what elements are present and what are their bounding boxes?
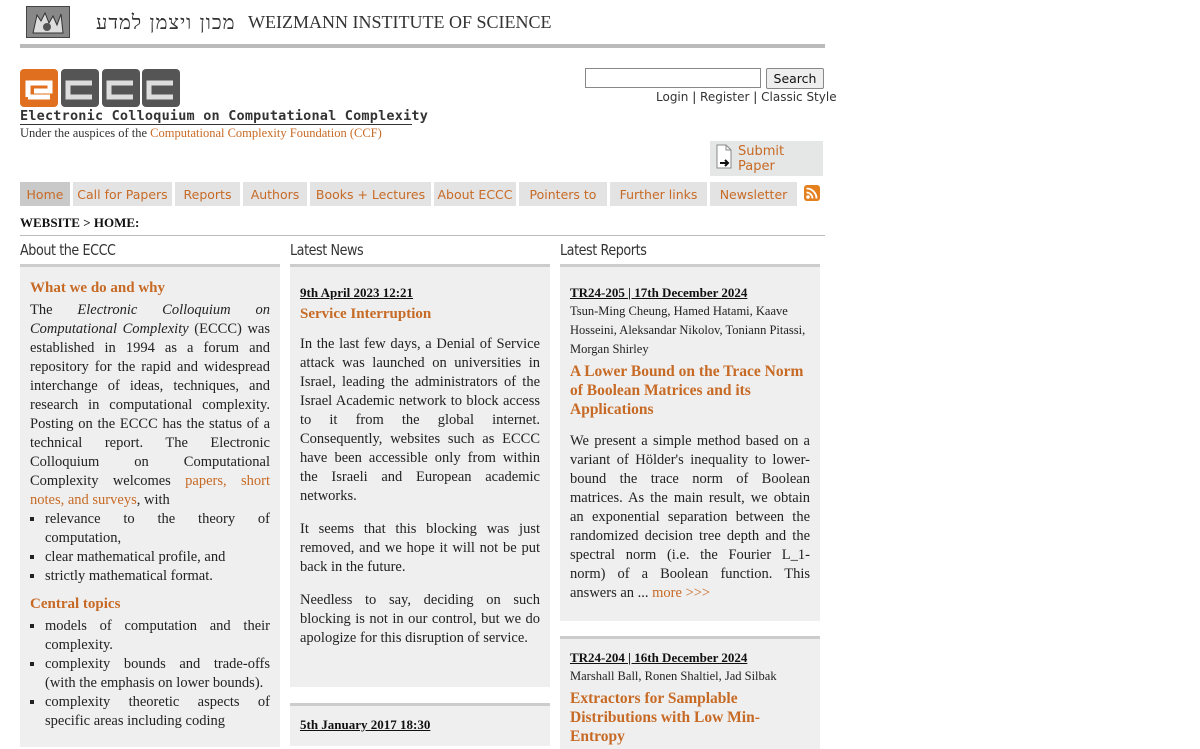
report-title-link[interactable]: Extractors for Samplable Distributions with Low Min-Entropy bbox=[570, 690, 760, 745]
report-title-link[interactable]: A Lower Bound on the Trace Norm of Boolean Matrices and its Applications bbox=[570, 363, 804, 418]
list-item: ▪ relevance to the theory of computation, bbox=[45, 510, 270, 548]
classic-style-link[interactable]: Classic Style bbox=[761, 90, 837, 104]
nav-pointers-to[interactable]: Pointers to bbox=[519, 182, 607, 206]
list-item: ▪ complexity theoretic aspects of specific areas including coding bbox=[45, 693, 270, 731]
news-headline: Service Interruption bbox=[300, 306, 432, 322]
nav-further-links[interactable]: Further links bbox=[610, 182, 707, 206]
nav-call-for-papers[interactable]: Call for Papers bbox=[73, 182, 172, 206]
rss-icon[interactable] bbox=[804, 185, 820, 201]
report-item bbox=[560, 267, 820, 621]
papers-link[interactable]: papers, short notes, and surveys bbox=[30, 473, 270, 508]
about-title: About the ECCC bbox=[20, 241, 116, 259]
about-intro-3: , with bbox=[136, 492, 170, 508]
reports-title: Latest Reports bbox=[560, 241, 647, 259]
list-item: ▪ models of computation and their complexity. bbox=[45, 617, 270, 655]
header-divider bbox=[20, 44, 825, 48]
news-paragraph: It seems that this blocking was just removed, and we hope it will not be put back in the future. bbox=[300, 521, 540, 575]
news-item bbox=[290, 706, 550, 746]
news-paragraph: In the last few days, a Denial of Service attack was launched on universities in Israel, leading the administrators of the Israel Academic network to block access to it from the global internet. Consequently, websites such as ECCC have been accessible only from within the Israeli and European academic networks. bbox=[300, 336, 540, 504]
report-authors: Marshall Ball, Ronen Shaltiel, Jad Silbak bbox=[570, 669, 777, 683]
main-nav bbox=[20, 182, 804, 206]
about-intro-2: (ECCC) was established in 1994 as a forum and repository for the rapid and widespread interchange of ideas, techniques, and research in computational complexity. Posting on the ECCC has the status of a technical report. The Electronic Colloquium on Computational Complexity welcomes bbox=[30, 321, 270, 489]
auspices-prefix: Under the auspices of the bbox=[20, 126, 151, 140]
about-intro-italic: Electronic Colloquium on Computational Complexity bbox=[30, 302, 270, 337]
news-date-link[interactable]: 9th April 2023 12:21 bbox=[300, 285, 414, 300]
news-date-link[interactable]: 5th January 2017 18:30 bbox=[300, 717, 431, 732]
eccc-logo[interactable] bbox=[20, 69, 180, 107]
user-link-separator: | bbox=[749, 90, 762, 104]
nav-authors[interactable]: Authors bbox=[243, 182, 307, 206]
weizmann-logo[interactable] bbox=[26, 6, 70, 38]
criteria-list bbox=[30, 510, 270, 586]
report-authors: Tsun-Ming Cheung, Hamed Hatami, Kaave Hosseini, Aleksandar Nikolov, Toniann Pitassi, Morgan Shirley bbox=[570, 304, 806, 356]
submit-paper-button[interactable] bbox=[710, 141, 823, 176]
more-link[interactable]: more >>> bbox=[652, 585, 711, 601]
subtitle-underline bbox=[20, 124, 412, 125]
list-item: ▪ complexity bounds and trade-offs (with the emphasis on lower bounds). bbox=[45, 655, 270, 693]
report-id-link[interactable]: TR24-204 | 16th December 2024 bbox=[570, 650, 748, 665]
weizmann-name[interactable]: WEIZMANN INSTITUTE OF SCIENCE bbox=[248, 12, 552, 32]
document-arrow-icon bbox=[714, 144, 734, 174]
report-item bbox=[560, 639, 820, 749]
report-abstract bbox=[570, 432, 810, 603]
register-link[interactable]: Register bbox=[700, 90, 750, 104]
news-item bbox=[290, 267, 550, 687]
weizmann-hebrew-name[interactable]: מכון ויצמן למדע bbox=[96, 10, 236, 34]
what-we-do-heading: What we do and why bbox=[30, 280, 166, 296]
search-button[interactable]: Search bbox=[766, 68, 824, 89]
submit-paper-label: Submit Paper bbox=[738, 143, 785, 174]
nav-newsletter[interactable]: Newsletter bbox=[710, 182, 797, 206]
report-abstract-text: We present a simple method based on a variant of Hölder's inequality to lower-bound the trace norm of Boolean matrices. As the main result, we obtain an exponential separation between the randomized decision tree depth and the spectral norm (i.e. the Fourier L_1-norm) of a Boolean function. This answers an ... bbox=[570, 433, 810, 601]
central-topics-heading: Central topics bbox=[30, 596, 121, 612]
list-item: ▪ clear mathematical profile, and bbox=[45, 548, 270, 567]
breadcrumb: WEBSITE > HOME: bbox=[20, 215, 140, 230]
nav-reports[interactable]: Reports bbox=[175, 182, 240, 206]
user-links bbox=[656, 90, 837, 104]
list-item: ▪ strictly mathematical format. bbox=[45, 567, 270, 586]
about-intro bbox=[30, 301, 270, 510]
ccf-link[interactable]: Computational Complexity Foundation (CCF) bbox=[150, 126, 382, 140]
news-title: Latest News bbox=[290, 241, 364, 259]
topics-list bbox=[30, 617, 270, 731]
news-paragraph: Needless to say, deciding on such blocking is not in our control, but we do apologize for this disruption of service. bbox=[300, 592, 540, 646]
login-link[interactable]: Login bbox=[656, 90, 689, 104]
user-link-separator: | bbox=[688, 90, 701, 104]
nav-home[interactable]: Home bbox=[20, 182, 70, 206]
about-intro-1: The bbox=[30, 302, 78, 318]
nav-about-eccc[interactable]: About ECCC bbox=[434, 182, 516, 206]
search-input[interactable] bbox=[585, 68, 761, 88]
nav-books-lectures[interactable]: Books + Lectures bbox=[310, 182, 431, 206]
eccc-subtitle: Electronic Colloquium on Computational Complexity bbox=[20, 108, 429, 124]
report-id-link[interactable]: TR24-205 | 17th December 2024 bbox=[570, 285, 748, 300]
auspices-line bbox=[20, 126, 382, 141]
breadcrumb-divider bbox=[20, 235, 825, 236]
about-panel bbox=[20, 267, 280, 747]
